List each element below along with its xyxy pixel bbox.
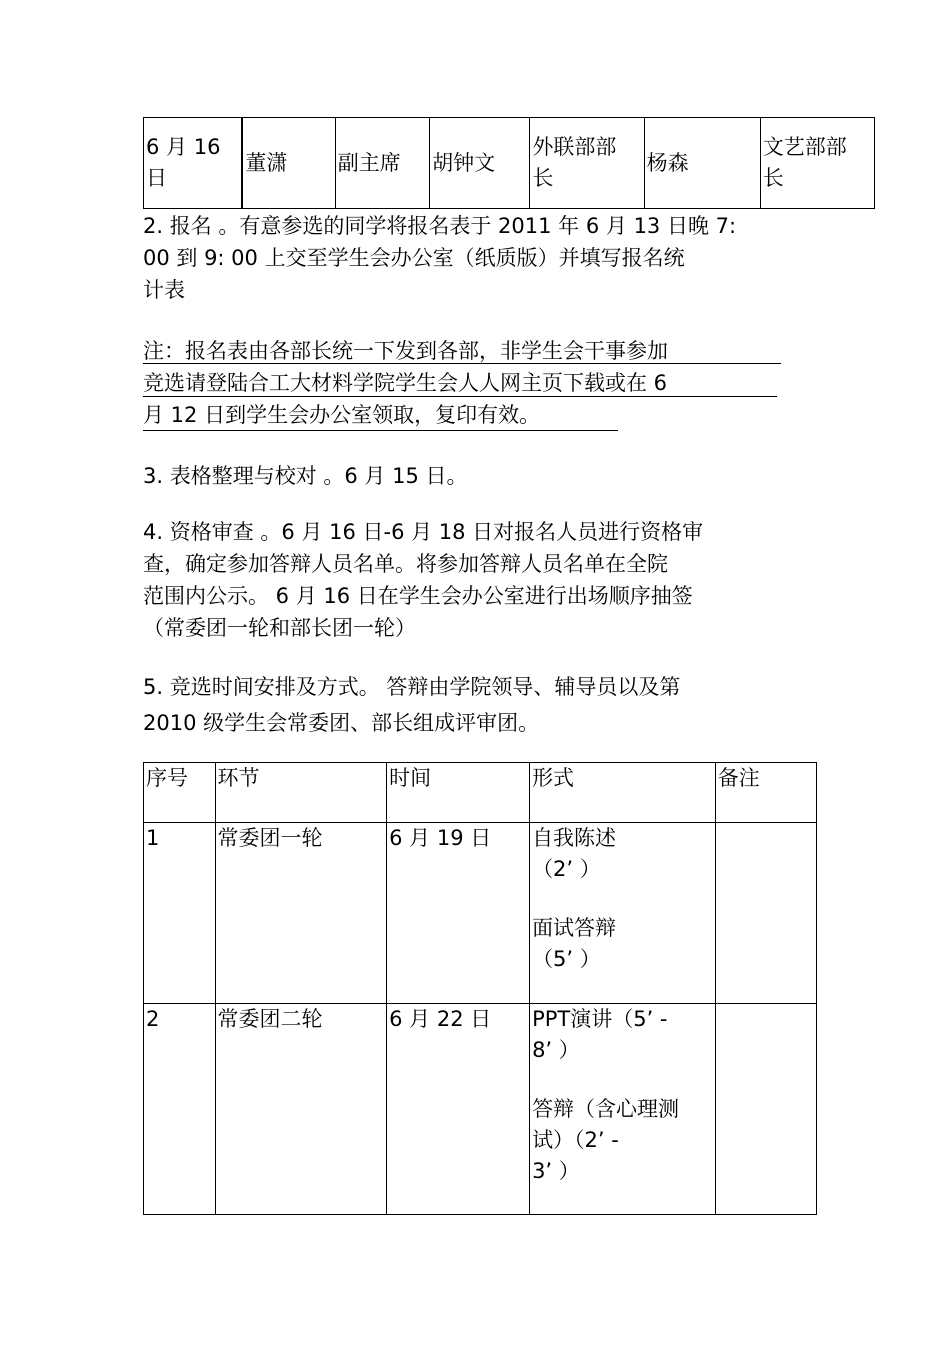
top-table [143, 117, 875, 209]
top-cell-role3-line2: 长 [762, 166, 784, 190]
section-schedule-intro [143, 671, 680, 739]
schedule-header-row [144, 763, 817, 823]
top-cell-name1 [242, 118, 335, 209]
header-no: 序号 [144, 763, 216, 823]
top-cell-role1 [335, 118, 429, 209]
row1-stage: 常委团一轮 [215, 823, 387, 1004]
row2-form-block [532, 1004, 715, 1066]
table-row [144, 823, 817, 1004]
top-cell-name2-text: 胡钟文 [432, 150, 496, 175]
row2-time: 6 月 22 日 [387, 1004, 530, 1215]
row2-form-line: PPT演讲（5’ - [532, 1007, 668, 1031]
section-form-check [143, 460, 468, 492]
section-schedule-intro-line: 5. 竞选时间安排及方式。 答辩由学院领导、辅导员以及第 [143, 675, 681, 699]
header-stage: 环节 [215, 763, 387, 823]
row1-no: 1 [144, 823, 216, 1004]
top-cell-role2-line1: 外联部部 [532, 135, 617, 159]
top-cell-name2 [430, 118, 530, 209]
note-underline [143, 430, 618, 431]
top-cell-role2 [530, 118, 644, 209]
row1-form-line: （2’ ） [532, 857, 601, 881]
section-form-check-line: 3. 表格整理与校对 。6 月 15 日。 [143, 464, 468, 488]
header-form: 形式 [530, 763, 716, 823]
row2-note [715, 1004, 816, 1215]
section-schedule-intro-line: 2010 级学生会常委团、部长组成评审团。 [143, 711, 540, 735]
top-cell-role3 [760, 118, 874, 209]
note-underline [143, 363, 781, 364]
table-row [144, 1004, 817, 1215]
row1-time: 6 月 19 日 [387, 823, 530, 1004]
header-time: 时间 [387, 763, 530, 823]
note-underline [143, 396, 777, 397]
row1-form-block [532, 823, 715, 885]
section-note [143, 335, 668, 431]
header-note: 备注 [715, 763, 816, 823]
section-qualification-line: 4. 资格审查 。6 月 16 日-6 月 18 日对报名人员进行资格审 [143, 520, 704, 544]
top-cell-role1-text: 副主席 [337, 150, 401, 175]
schedule-table [143, 762, 817, 1215]
section-qualification [143, 516, 703, 644]
row1-note [715, 823, 816, 1004]
top-cell-name1-text: 董潇 [245, 150, 288, 175]
row2-stage: 常委团二轮 [215, 1004, 387, 1215]
row2-form-line: 8’ ） [532, 1038, 580, 1062]
row2-form-line: 答辩（含心理测 [532, 1097, 680, 1121]
top-cell-date [144, 118, 243, 209]
row2-form-line: 3’ ） [532, 1159, 580, 1183]
row2-no: 2 [144, 1004, 216, 1215]
top-cell-date-line2: 日 [146, 166, 167, 190]
row2-form [530, 1004, 716, 1215]
top-table-row [144, 118, 875, 209]
section-qualification-line: （常委团一轮和部长团一轮） [143, 616, 416, 640]
top-cell-role2-line2: 长 [532, 166, 554, 190]
section-registration-line: 00 到 9: 00 上交至学生会办公室（纸质版）并填写报名统 [143, 246, 685, 270]
section-qualification-line: 查，确定参加答辩人员名单。将参加答辩人员名单在全院 [143, 552, 668, 576]
section-registration-line: 2. 报名 。有意参选的同学将报名表于 2011 年 6 月 13 日晚 7: [143, 214, 737, 238]
section-registration-line: 计表 [143, 278, 185, 302]
top-cell-name3-text: 杨森 [646, 150, 689, 175]
row1-form-line: 面试答辩 [532, 916, 617, 940]
row1-form [530, 823, 716, 1004]
section-registration [143, 210, 736, 306]
row2-form-block [532, 1094, 715, 1187]
top-cell-date-line1: 6 月 16 [146, 135, 221, 159]
section-qualification-line: 范围内公示。 6 月 16 日在学生会办公室进行出场顺序抽签 [143, 584, 693, 608]
top-cell-role3-line1: 文艺部部 [762, 135, 847, 159]
row1-form-line: （5’ ） [532, 947, 601, 971]
note-line: 月 12 日到学生会办公室领取，复印有效。 [143, 403, 541, 427]
note-line: 注：报名表由各部长统一下发到各部，非学生会干事参加 [143, 339, 668, 363]
row1-form-block [532, 913, 715, 975]
top-cell-name3 [644, 118, 760, 209]
row1-form-line: 自我陈述 [532, 826, 617, 850]
note-line: 竞选请登陆合工大材料学院学生会人人网主页下载或在 6 [143, 371, 668, 395]
row2-form-line: 试）（2’ - [532, 1128, 619, 1152]
